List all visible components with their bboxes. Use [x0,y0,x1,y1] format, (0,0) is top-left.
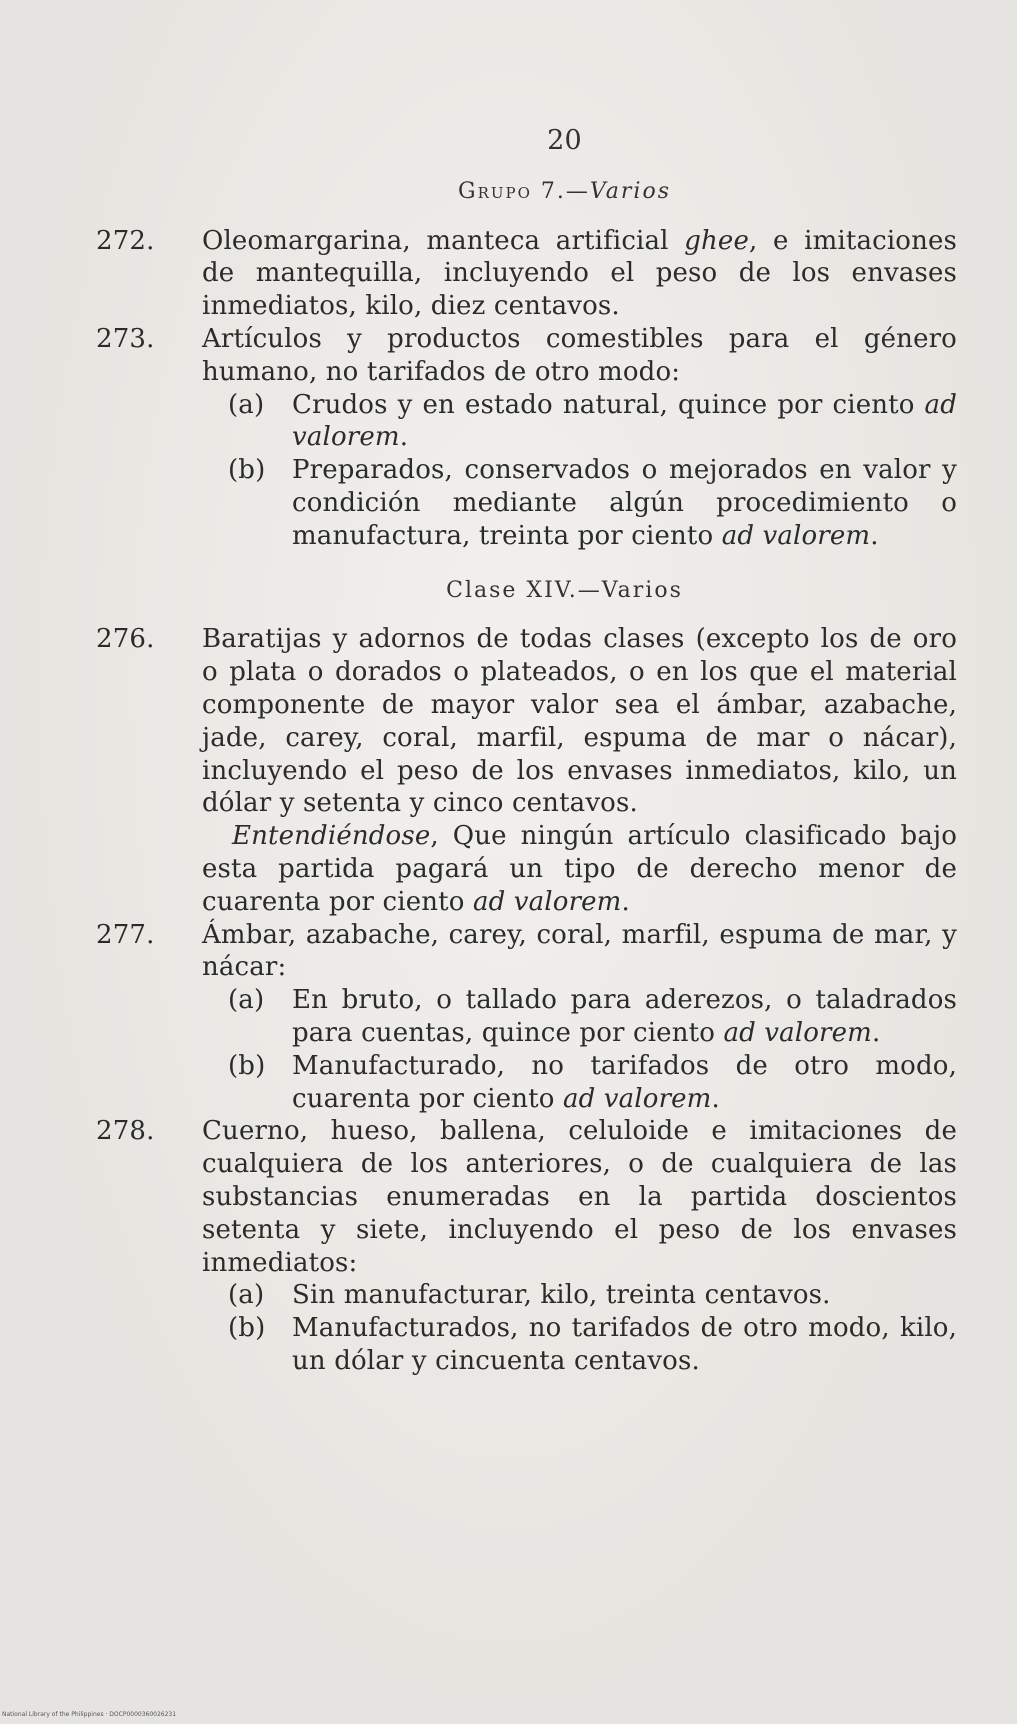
subitem-label: (a) [228,985,265,1016]
subitem-a: (a) En bruto, o tallado para aderezos, o taladrados para cuentas, quince por ciento ad valorem. [228,985,957,1048]
entry-276 [96,623,957,918]
clase-heading: Clase XIV.—Varios [446,577,683,603]
entry-278 [96,1115,957,1377]
subitem-a: (a) Sin manufacturar, kilo, treinta centavos. [228,1280,831,1311]
subitem-label: (a) [228,1280,265,1311]
entry-277 [96,919,957,1116]
subitem-b: (b) Manufacturados, no tarifados de otro modo, kilo, un dólar y cincuenta centavos. [228,1313,957,1376]
entry-text: Cuerno, hueso, ballena, celuloide e imitaciones de cualquiera de los anteriores, o de cualquiera de las substancias enumeradas en la partida doscientos setenta y siete, incluyendo el peso de los envases inmediatos: [202,1116,957,1278]
page-content [96,125,958,1378]
scan-footer: National Library of the Philippines · DOCP0000360026231 [2,1711,177,1718]
group-heading [172,176,957,209]
entry-number: 278. [96,1116,155,1147]
page-number: 20 [547,125,582,156]
subitem-label: (b) [228,1050,266,1081]
subitem-label: (b) [228,455,266,486]
group-heading-prefix: Grupo 7.— [458,178,590,204]
subitem-label: (b) [228,1313,266,1344]
entry-proviso: Entendiéndose, Que ningún artículo clasificado bajo esta partida pagará un tipo de derecho menor de cuarenta por ciento ad valorem. [202,821,957,917]
entry-text: Ámbar, azabache, carey, coral, marfil, espuma de mar, y nácar: [202,919,957,983]
entry-number: 272. [96,225,155,256]
entry-number: 273. [96,323,155,354]
subitem-b: (b) Preparados, conservados o mejorados en valor y condición mediante algún procedimiento o manufactura, treinta por ciento ad valorem. [228,455,957,551]
subitem-a: (a) Crudos y en estado natural, quince por ciento ad valorem. [228,389,957,453]
entry-272 [96,225,958,323]
subitem-b: (b) Manufacturado, no tarifados de otro modo, cuarenta por ciento ad valorem. [228,1050,957,1114]
entry-number: 276. [96,624,155,655]
entry-text: Artículos y productos comestibles para el género humano, no tarifados de otro modo: [202,323,957,387]
entry-text: Baratijas y adornos de todas clases (excepto los de oro o plata o dorados o plateados, o en los que el material componente de mayor valor sea el ámbar, azabache, jade, carey, coral, marfil, espuma de mar o nácar), incluyendo el peso de los envases inmediatos, kilo, un dólar y setenta y cinco centavos. [202,624,957,819]
group-heading-title: Varios [589,178,671,204]
entry-number: 277. [96,919,155,950]
entry-273 [96,323,957,553]
entry-text: Oleomargarina, manteca artificial ghee, e imitaciones de mantequilla, incluyendo el peso de los envases inmediatos, kilo, diez centavos. [202,225,958,322]
subitem-label: (a) [228,389,265,420]
